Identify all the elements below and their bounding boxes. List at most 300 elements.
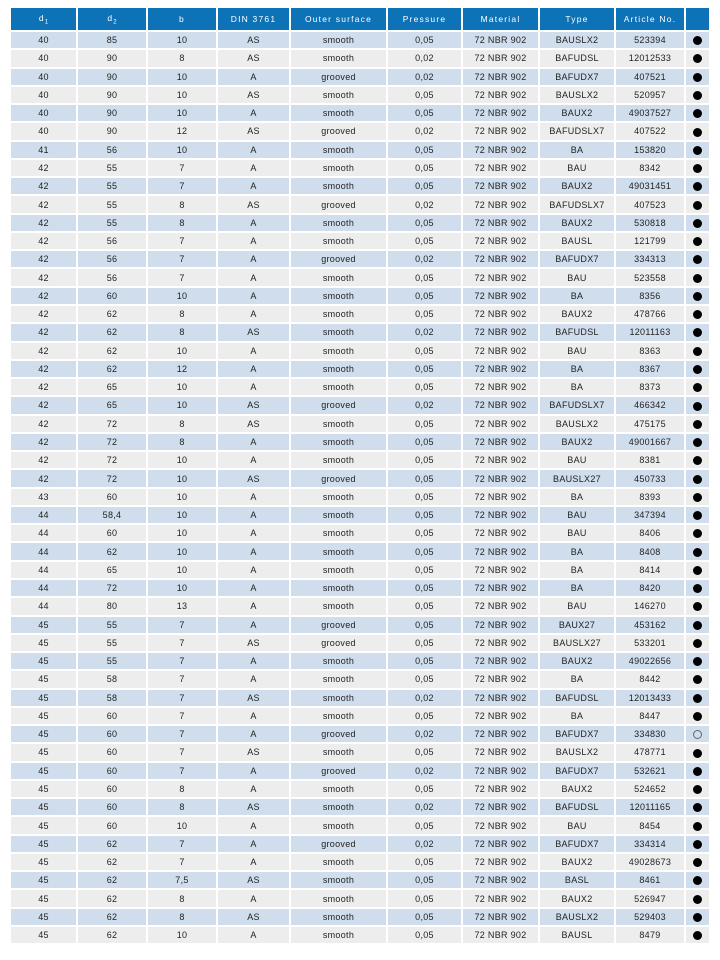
column-header-b: [148, 8, 218, 32]
cell-material: 72 NBR 902: [463, 580, 540, 598]
table-body: [11, 32, 711, 945]
table-row: [11, 452, 711, 470]
cell-pressure: 0,05: [388, 489, 463, 507]
cell-type: BAFUDSL: [540, 50, 616, 68]
column-header-d2: [78, 8, 148, 32]
cell-type: BA: [540, 671, 616, 689]
cell-availability: [686, 763, 711, 781]
cell-d1: 40: [11, 69, 78, 87]
cell-article-no: 407521: [616, 69, 686, 87]
cell-b: 8: [148, 324, 218, 342]
cell-availability: [686, 817, 711, 835]
cell-b: 7: [148, 617, 218, 635]
cell-availability: [686, 470, 711, 488]
cell-d2: 62: [78, 927, 148, 945]
column-header-material: [463, 8, 540, 32]
cell-availability: [686, 269, 711, 287]
cell-outer-surface: smooth: [291, 890, 388, 908]
cell-d2: 90: [78, 123, 148, 141]
cell-b: 10: [148, 507, 218, 525]
cell-din-3761: AS: [218, 799, 291, 817]
table-row: [11, 671, 711, 689]
cell-pressure: 0,05: [388, 269, 463, 287]
availability-dot-icon: [693, 548, 702, 557]
column-header-outer-surface: [291, 8, 388, 32]
cell-availability: [686, 215, 711, 233]
cell-b: 10: [148, 452, 218, 470]
availability-dot-icon: [693, 420, 702, 429]
cell-availability: [686, 69, 711, 87]
availability-dot-icon: [693, 822, 702, 831]
cell-article-no: 49031451: [616, 178, 686, 196]
cell-type: BA: [540, 379, 616, 397]
cell-din-3761: A: [218, 817, 291, 835]
cell-outer-surface: smooth: [291, 324, 388, 342]
cell-d1: 44: [11, 543, 78, 561]
cell-availability: [686, 452, 711, 470]
cell-d2: 60: [78, 763, 148, 781]
cell-material: 72 NBR 902: [463, 708, 540, 726]
cell-type: BAUSLX27: [540, 635, 616, 653]
cell-material: 72 NBR 902: [463, 105, 540, 123]
cell-d1: 45: [11, 763, 78, 781]
availability-dot-icon: [693, 895, 702, 904]
cell-article-no: 146270: [616, 598, 686, 616]
cell-b: 10: [148, 379, 218, 397]
cell-b: 10: [148, 87, 218, 105]
cell-din-3761: A: [218, 763, 291, 781]
availability-dot-icon: [693, 73, 702, 82]
cell-d2: 55: [78, 653, 148, 671]
cell-din-3761: A: [218, 306, 291, 324]
cell-article-no: 475175: [616, 416, 686, 434]
cell-din-3761: AS: [218, 416, 291, 434]
cell-b: 10: [148, 32, 218, 50]
cell-b: 10: [148, 489, 218, 507]
cell-article-no: 334314: [616, 836, 686, 854]
cell-pressure: 0,05: [388, 434, 463, 452]
availability-dot-icon: [693, 36, 702, 45]
cell-d1: 40: [11, 105, 78, 123]
cell-availability: [686, 927, 711, 945]
table-row: [11, 196, 711, 214]
cell-article-no: 8454: [616, 817, 686, 835]
cell-b: 8: [148, 909, 218, 927]
cell-b: 7: [148, 233, 218, 251]
cell-availability: [686, 50, 711, 68]
cell-d2: 62: [78, 854, 148, 872]
cell-outer-surface: smooth: [291, 105, 388, 123]
availability-dot-icon: [693, 347, 702, 356]
availability-dot-icon: [693, 255, 702, 264]
cell-b: 7: [148, 744, 218, 762]
table-row: [11, 288, 711, 306]
cell-outer-surface: smooth: [291, 781, 388, 799]
cell-d2: 55: [78, 617, 148, 635]
cell-d1: 42: [11, 416, 78, 434]
cell-d2: 55: [78, 196, 148, 214]
cell-availability: [686, 343, 711, 361]
cell-pressure: 0,05: [388, 653, 463, 671]
cell-outer-surface: smooth: [291, 744, 388, 762]
cell-type: BAU: [540, 598, 616, 616]
cell-din-3761: A: [218, 434, 291, 452]
cell-din-3761: A: [218, 580, 291, 598]
cell-pressure: 0,02: [388, 251, 463, 269]
column-header-label: d: [107, 12, 114, 23]
cell-type: BAFUDSL: [540, 324, 616, 342]
cell-din-3761: A: [218, 525, 291, 543]
cell-din-3761: A: [218, 890, 291, 908]
cell-article-no: 524652: [616, 781, 686, 799]
cell-outer-surface: smooth: [291, 525, 388, 543]
cell-material: 72 NBR 902: [463, 233, 540, 251]
column-header-article-no: [616, 8, 686, 32]
cell-din-3761: A: [218, 379, 291, 397]
table-row: [11, 269, 711, 287]
cell-article-no: 8393: [616, 489, 686, 507]
availability-dot-icon: [693, 237, 702, 246]
cell-type: BAFUDSL: [540, 799, 616, 817]
cell-availability: [686, 653, 711, 671]
table-row: [11, 525, 711, 543]
cell-b: 12: [148, 361, 218, 379]
cell-availability: [686, 105, 711, 123]
cell-material: 72 NBR 902: [463, 617, 540, 635]
cell-availability: [686, 178, 711, 196]
cell-b: 8: [148, 50, 218, 68]
cell-material: 72 NBR 902: [463, 890, 540, 908]
cell-d2: 60: [78, 817, 148, 835]
cell-d1: 42: [11, 269, 78, 287]
cell-article-no: 49001667: [616, 434, 686, 452]
cell-material: 72 NBR 902: [463, 653, 540, 671]
cell-pressure: 0,05: [388, 306, 463, 324]
cell-din-3761: AS: [218, 635, 291, 653]
cell-din-3761: A: [218, 178, 291, 196]
cell-b: 10: [148, 525, 218, 543]
availability-dot-icon: [693, 529, 702, 538]
cell-b: 10: [148, 288, 218, 306]
cell-availability: [686, 489, 711, 507]
availability-dot-icon: [693, 475, 702, 484]
cell-article-no: 532621: [616, 763, 686, 781]
availability-dot-icon: [693, 712, 702, 721]
cell-outer-surface: grooved: [291, 635, 388, 653]
cell-type: BAFUDX7: [540, 69, 616, 87]
cell-d1: 40: [11, 50, 78, 68]
table-row: [11, 635, 711, 653]
availability-dot-icon: [693, 292, 702, 301]
cell-d2: 56: [78, 142, 148, 160]
cell-d1: 45: [11, 890, 78, 908]
cell-outer-surface: grooved: [291, 69, 388, 87]
product-table: [11, 8, 711, 945]
availability-dot-icon: [693, 621, 702, 630]
cell-d2: 65: [78, 379, 148, 397]
cell-din-3761: A: [218, 215, 291, 233]
cell-b: 7: [148, 178, 218, 196]
cell-b: 10: [148, 105, 218, 123]
cell-d1: 40: [11, 87, 78, 105]
cell-type: BA: [540, 288, 616, 306]
cell-d1: 42: [11, 379, 78, 397]
cell-type: BAUX2: [540, 434, 616, 452]
cell-b: 7: [148, 763, 218, 781]
cell-article-no: 334313: [616, 251, 686, 269]
table-row: [11, 379, 711, 397]
cell-type: BAUX2: [540, 306, 616, 324]
cell-d1: 42: [11, 215, 78, 233]
cell-d1: 42: [11, 196, 78, 214]
cell-d2: 55: [78, 160, 148, 178]
cell-d2: 60: [78, 726, 148, 744]
cell-type: BASL: [540, 872, 616, 890]
cell-d2: 90: [78, 69, 148, 87]
cell-outer-surface: smooth: [291, 32, 388, 50]
cell-outer-surface: grooved: [291, 397, 388, 415]
cell-din-3761: AS: [218, 50, 291, 68]
table-row: [11, 909, 711, 927]
availability-dot-icon: [693, 767, 702, 776]
cell-article-no: 8406: [616, 525, 686, 543]
cell-article-no: 523558: [616, 269, 686, 287]
table-row: [11, 343, 711, 361]
cell-material: 72 NBR 902: [463, 69, 540, 87]
availability-dot-icon: [693, 219, 702, 228]
cell-b: 8: [148, 799, 218, 817]
table-row: [11, 836, 711, 854]
cell-material: 72 NBR 902: [463, 799, 540, 817]
table-row: [11, 799, 711, 817]
cell-b: 8: [148, 215, 218, 233]
cell-material: 72 NBR 902: [463, 361, 540, 379]
cell-d2: 62: [78, 836, 148, 854]
cell-outer-surface: smooth: [291, 543, 388, 561]
cell-din-3761: AS: [218, 690, 291, 708]
cell-type: BAU: [540, 817, 616, 835]
cell-article-no: 8461: [616, 872, 686, 890]
cell-availability: [686, 726, 711, 744]
table-row: [11, 817, 711, 835]
cell-article-no: 8442: [616, 671, 686, 689]
cell-availability: [686, 781, 711, 799]
cell-availability: [686, 598, 711, 616]
availability-dot-icon: [693, 310, 702, 319]
cell-b: 7,5: [148, 872, 218, 890]
cell-d1: 45: [11, 635, 78, 653]
availability-dot-icon: [693, 201, 702, 210]
cell-outer-surface: smooth: [291, 507, 388, 525]
cell-material: 72 NBR 902: [463, 32, 540, 50]
cell-d2: 58: [78, 671, 148, 689]
cell-availability: [686, 525, 711, 543]
availability-dot-icon: [693, 109, 702, 118]
cell-availability: [686, 799, 711, 817]
cell-pressure: 0,02: [388, 69, 463, 87]
cell-article-no: 8414: [616, 562, 686, 580]
cell-outer-surface: smooth: [291, 690, 388, 708]
availability-dot-icon: [693, 566, 702, 575]
cell-availability: [686, 196, 711, 214]
table-row: [11, 763, 711, 781]
cell-outer-surface: smooth: [291, 598, 388, 616]
cell-d1: 44: [11, 507, 78, 525]
cell-b: 8: [148, 416, 218, 434]
cell-d1: 45: [11, 671, 78, 689]
cell-pressure: 0,05: [388, 909, 463, 927]
cell-type: BAU: [540, 343, 616, 361]
table-row: [11, 233, 711, 251]
cell-material: 72 NBR 902: [463, 123, 540, 141]
cell-pressure: 0,05: [388, 379, 463, 397]
cell-d2: 55: [78, 215, 148, 233]
column-header-label: Outer surface: [304, 14, 373, 24]
cell-material: 72 NBR 902: [463, 324, 540, 342]
cell-d2: 72: [78, 434, 148, 452]
cell-d1: 45: [11, 653, 78, 671]
cell-pressure: 0,05: [388, 361, 463, 379]
cell-material: 72 NBR 902: [463, 196, 540, 214]
availability-dot-icon: [693, 365, 702, 374]
cell-outer-surface: smooth: [291, 452, 388, 470]
cell-availability: [686, 87, 711, 105]
column-header-pressure: [388, 8, 463, 32]
column-header-label: b: [179, 14, 185, 24]
cell-material: 72 NBR 902: [463, 836, 540, 854]
cell-material: 72 NBR 902: [463, 872, 540, 890]
cell-outer-surface: smooth: [291, 489, 388, 507]
cell-availability: [686, 123, 711, 141]
cell-pressure: 0,02: [388, 397, 463, 415]
cell-material: 72 NBR 902: [463, 434, 540, 452]
cell-article-no: 520957: [616, 87, 686, 105]
cell-outer-surface: smooth: [291, 160, 388, 178]
cell-pressure: 0,05: [388, 927, 463, 945]
cell-availability: [686, 890, 711, 908]
cell-availability: [686, 361, 711, 379]
availability-dot-icon: [693, 694, 702, 703]
cell-outer-surface: smooth: [291, 50, 388, 68]
cell-pressure: 0,05: [388, 87, 463, 105]
cell-article-no: 12012533: [616, 50, 686, 68]
cell-article-no: 49028673: [616, 854, 686, 872]
cell-article-no: 12011165: [616, 799, 686, 817]
cell-availability: [686, 233, 711, 251]
cell-din-3761: A: [218, 452, 291, 470]
cell-d1: 45: [11, 817, 78, 835]
cell-material: 72 NBR 902: [463, 306, 540, 324]
cell-pressure: 0,05: [388, 507, 463, 525]
availability-dot-icon: [693, 182, 702, 191]
cell-din-3761: AS: [218, 87, 291, 105]
availability-dot-icon: [693, 803, 702, 812]
table-row: [11, 507, 711, 525]
cell-b: 7: [148, 160, 218, 178]
cell-d2: 56: [78, 269, 148, 287]
cell-type: BA: [540, 361, 616, 379]
cell-type: BAUX2: [540, 105, 616, 123]
table-row: [11, 543, 711, 561]
table-row: [11, 50, 711, 68]
availability-open-circle-icon: [693, 730, 702, 739]
cell-material: 72 NBR 902: [463, 690, 540, 708]
table-row: [11, 690, 711, 708]
cell-din-3761: A: [218, 269, 291, 287]
cell-d2: 60: [78, 799, 148, 817]
cell-d1: 45: [11, 690, 78, 708]
cell-outer-surface: smooth: [291, 178, 388, 196]
cell-b: 7: [148, 251, 218, 269]
cell-outer-surface: smooth: [291, 87, 388, 105]
cell-availability: [686, 397, 711, 415]
cell-d1: 45: [11, 781, 78, 799]
column-header-label: Type: [565, 14, 589, 24]
cell-d2: 62: [78, 306, 148, 324]
cell-d2: 58,4: [78, 507, 148, 525]
cell-b: 7: [148, 653, 218, 671]
cell-pressure: 0,05: [388, 543, 463, 561]
cell-pressure: 0,05: [388, 105, 463, 123]
cell-material: 72 NBR 902: [463, 507, 540, 525]
cell-din-3761: A: [218, 653, 291, 671]
cell-d1: 44: [11, 580, 78, 598]
cell-availability: [686, 434, 711, 452]
table-row: [11, 708, 711, 726]
cell-type: BAFUDX7: [540, 763, 616, 781]
cell-material: 72 NBR 902: [463, 744, 540, 762]
cell-pressure: 0,02: [388, 50, 463, 68]
cell-d1: 42: [11, 251, 78, 269]
availability-dot-icon: [693, 749, 702, 758]
cell-material: 72 NBR 902: [463, 178, 540, 196]
cell-type: BAUX27: [540, 617, 616, 635]
cell-material: 72 NBR 902: [463, 343, 540, 361]
table-row: [11, 306, 711, 324]
cell-d1: 44: [11, 598, 78, 616]
table-row: [11, 397, 711, 415]
table-row: [11, 854, 711, 872]
cell-article-no: 121799: [616, 233, 686, 251]
cell-outer-surface: smooth: [291, 671, 388, 689]
cell-article-no: 334830: [616, 726, 686, 744]
cell-article-no: 529403: [616, 909, 686, 927]
cell-d2: 60: [78, 708, 148, 726]
cell-material: 72 NBR 902: [463, 416, 540, 434]
cell-d2: 72: [78, 470, 148, 488]
cell-d2: 90: [78, 105, 148, 123]
cell-d1: 40: [11, 32, 78, 50]
cell-availability: [686, 543, 711, 561]
column-header-subscript: 1: [44, 19, 49, 26]
cell-pressure: 0,02: [388, 763, 463, 781]
cell-pressure: 0,02: [388, 324, 463, 342]
column-header-din-3761: [218, 8, 291, 32]
cell-outer-surface: smooth: [291, 708, 388, 726]
cell-type: BAFUDSLX7: [540, 123, 616, 141]
table-row: [11, 744, 711, 762]
cell-pressure: 0,02: [388, 836, 463, 854]
cell-din-3761: A: [218, 617, 291, 635]
cell-pressure: 0,05: [388, 671, 463, 689]
cell-pressure: 0,05: [388, 817, 463, 835]
cell-material: 72 NBR 902: [463, 817, 540, 835]
cell-article-no: 8342: [616, 160, 686, 178]
table-row: [11, 617, 711, 635]
cell-b: 7: [148, 690, 218, 708]
table-row: [11, 562, 711, 580]
table-row: [11, 872, 711, 890]
